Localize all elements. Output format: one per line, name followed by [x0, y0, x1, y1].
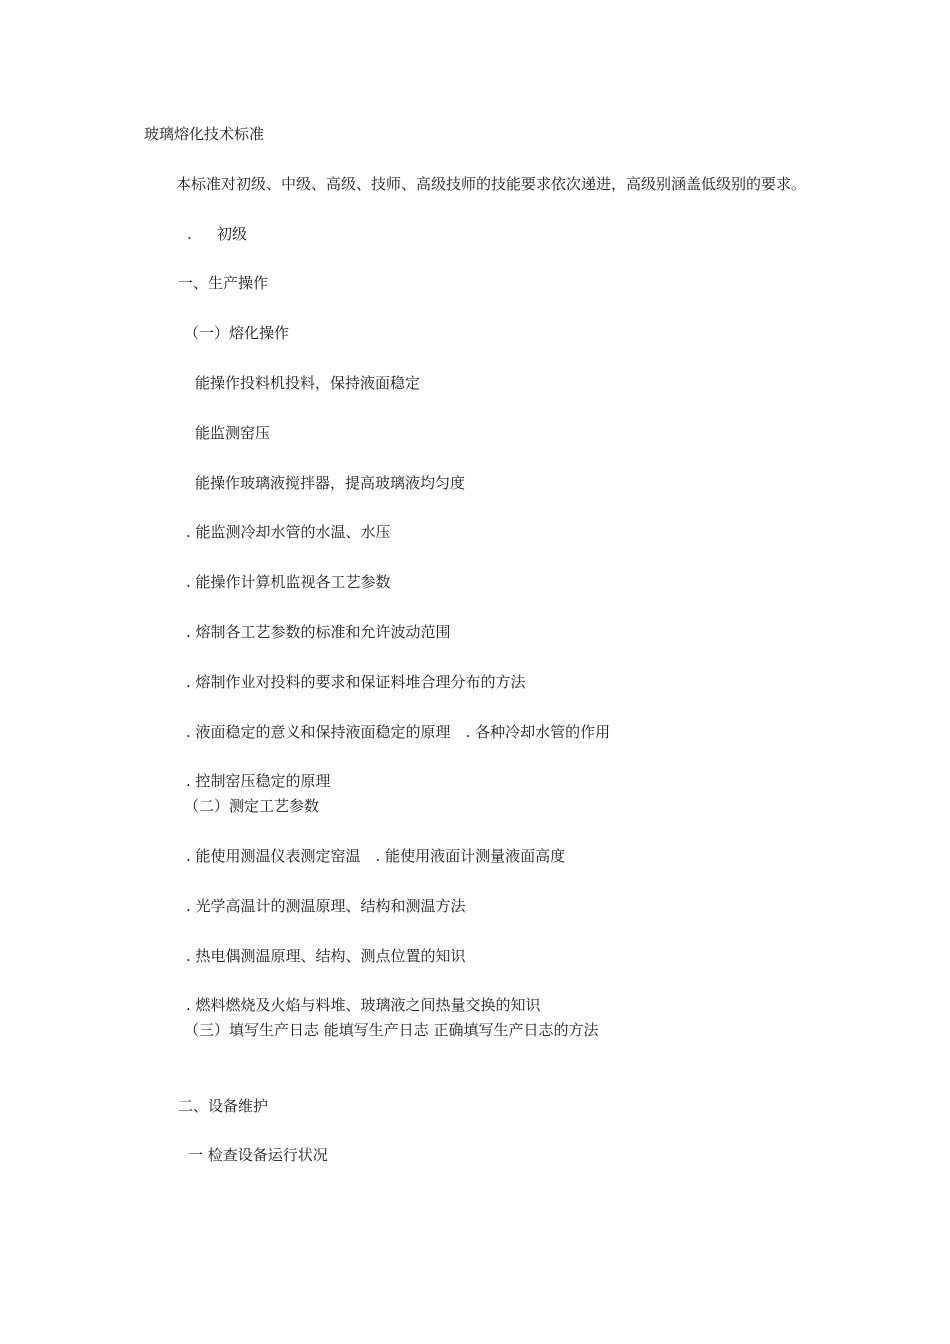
section-heading-production: 一、生产操作 [178, 274, 269, 292]
parameter-item: . 燃料燃烧及火焰与料堆、玻璃液之间热量交换的知识 [186, 996, 541, 1014]
parameter-item: . 热电偶测温原理、结构、测点位置的知识 [186, 947, 466, 965]
skill-item: . 能监测冷却水管的水温、水压 [186, 523, 391, 541]
parameter-item: . 能使用测温仪表测定窑温 . 能使用液面计测量液面高度 [186, 847, 566, 865]
intro-paragraph: 本标准对初级、中级、高级、技师、高级技师的技能要求依次递进，高级别涵盖低级别的要求。 [176, 175, 807, 193]
level-heading: 初级 [217, 225, 248, 243]
parameter-item: . 光学高温计的测温原理、结构和测温方法 [186, 897, 466, 915]
skill-item: . 能操作计算机监视各工艺参数 [186, 573, 391, 591]
knowledge-item: . 控制窑压稳定的原理 [186, 772, 331, 790]
skill-item: 能操作投料机投料，保持液面稳定 [195, 374, 421, 392]
skill-item: 能监测窑压 [195, 424, 271, 442]
subsection-heading-inspection: 一 检查设备运行状况 [188, 1146, 328, 1164]
knowledge-item: . 熔制各工艺参数的标准和允许波动范围 [186, 623, 451, 641]
subsection-line-production-log: （三）填写生产日志 能填写生产日志 正确填写生产日志的方法 [184, 1021, 599, 1039]
section-heading-maintenance: 二、设备维护 [178, 1097, 269, 1115]
document-title: 玻璃熔化技术标准 [144, 125, 265, 143]
level-marker: . [187, 225, 192, 243]
skill-item: 能操作玻璃液搅拌器，提高玻璃液均匀度 [195, 474, 466, 492]
knowledge-item: . 液面稳定的意义和保持液面稳定的原理 . 各种冷却水管的作用 [186, 723, 611, 741]
knowledge-item: . 熔制作业对投料的要求和保证料堆合理分布的方法 [186, 673, 526, 691]
subsection-heading-melting: （一）熔化操作 [184, 324, 290, 342]
subsection-heading-parameters: （二）测定工艺参数 [184, 797, 320, 815]
